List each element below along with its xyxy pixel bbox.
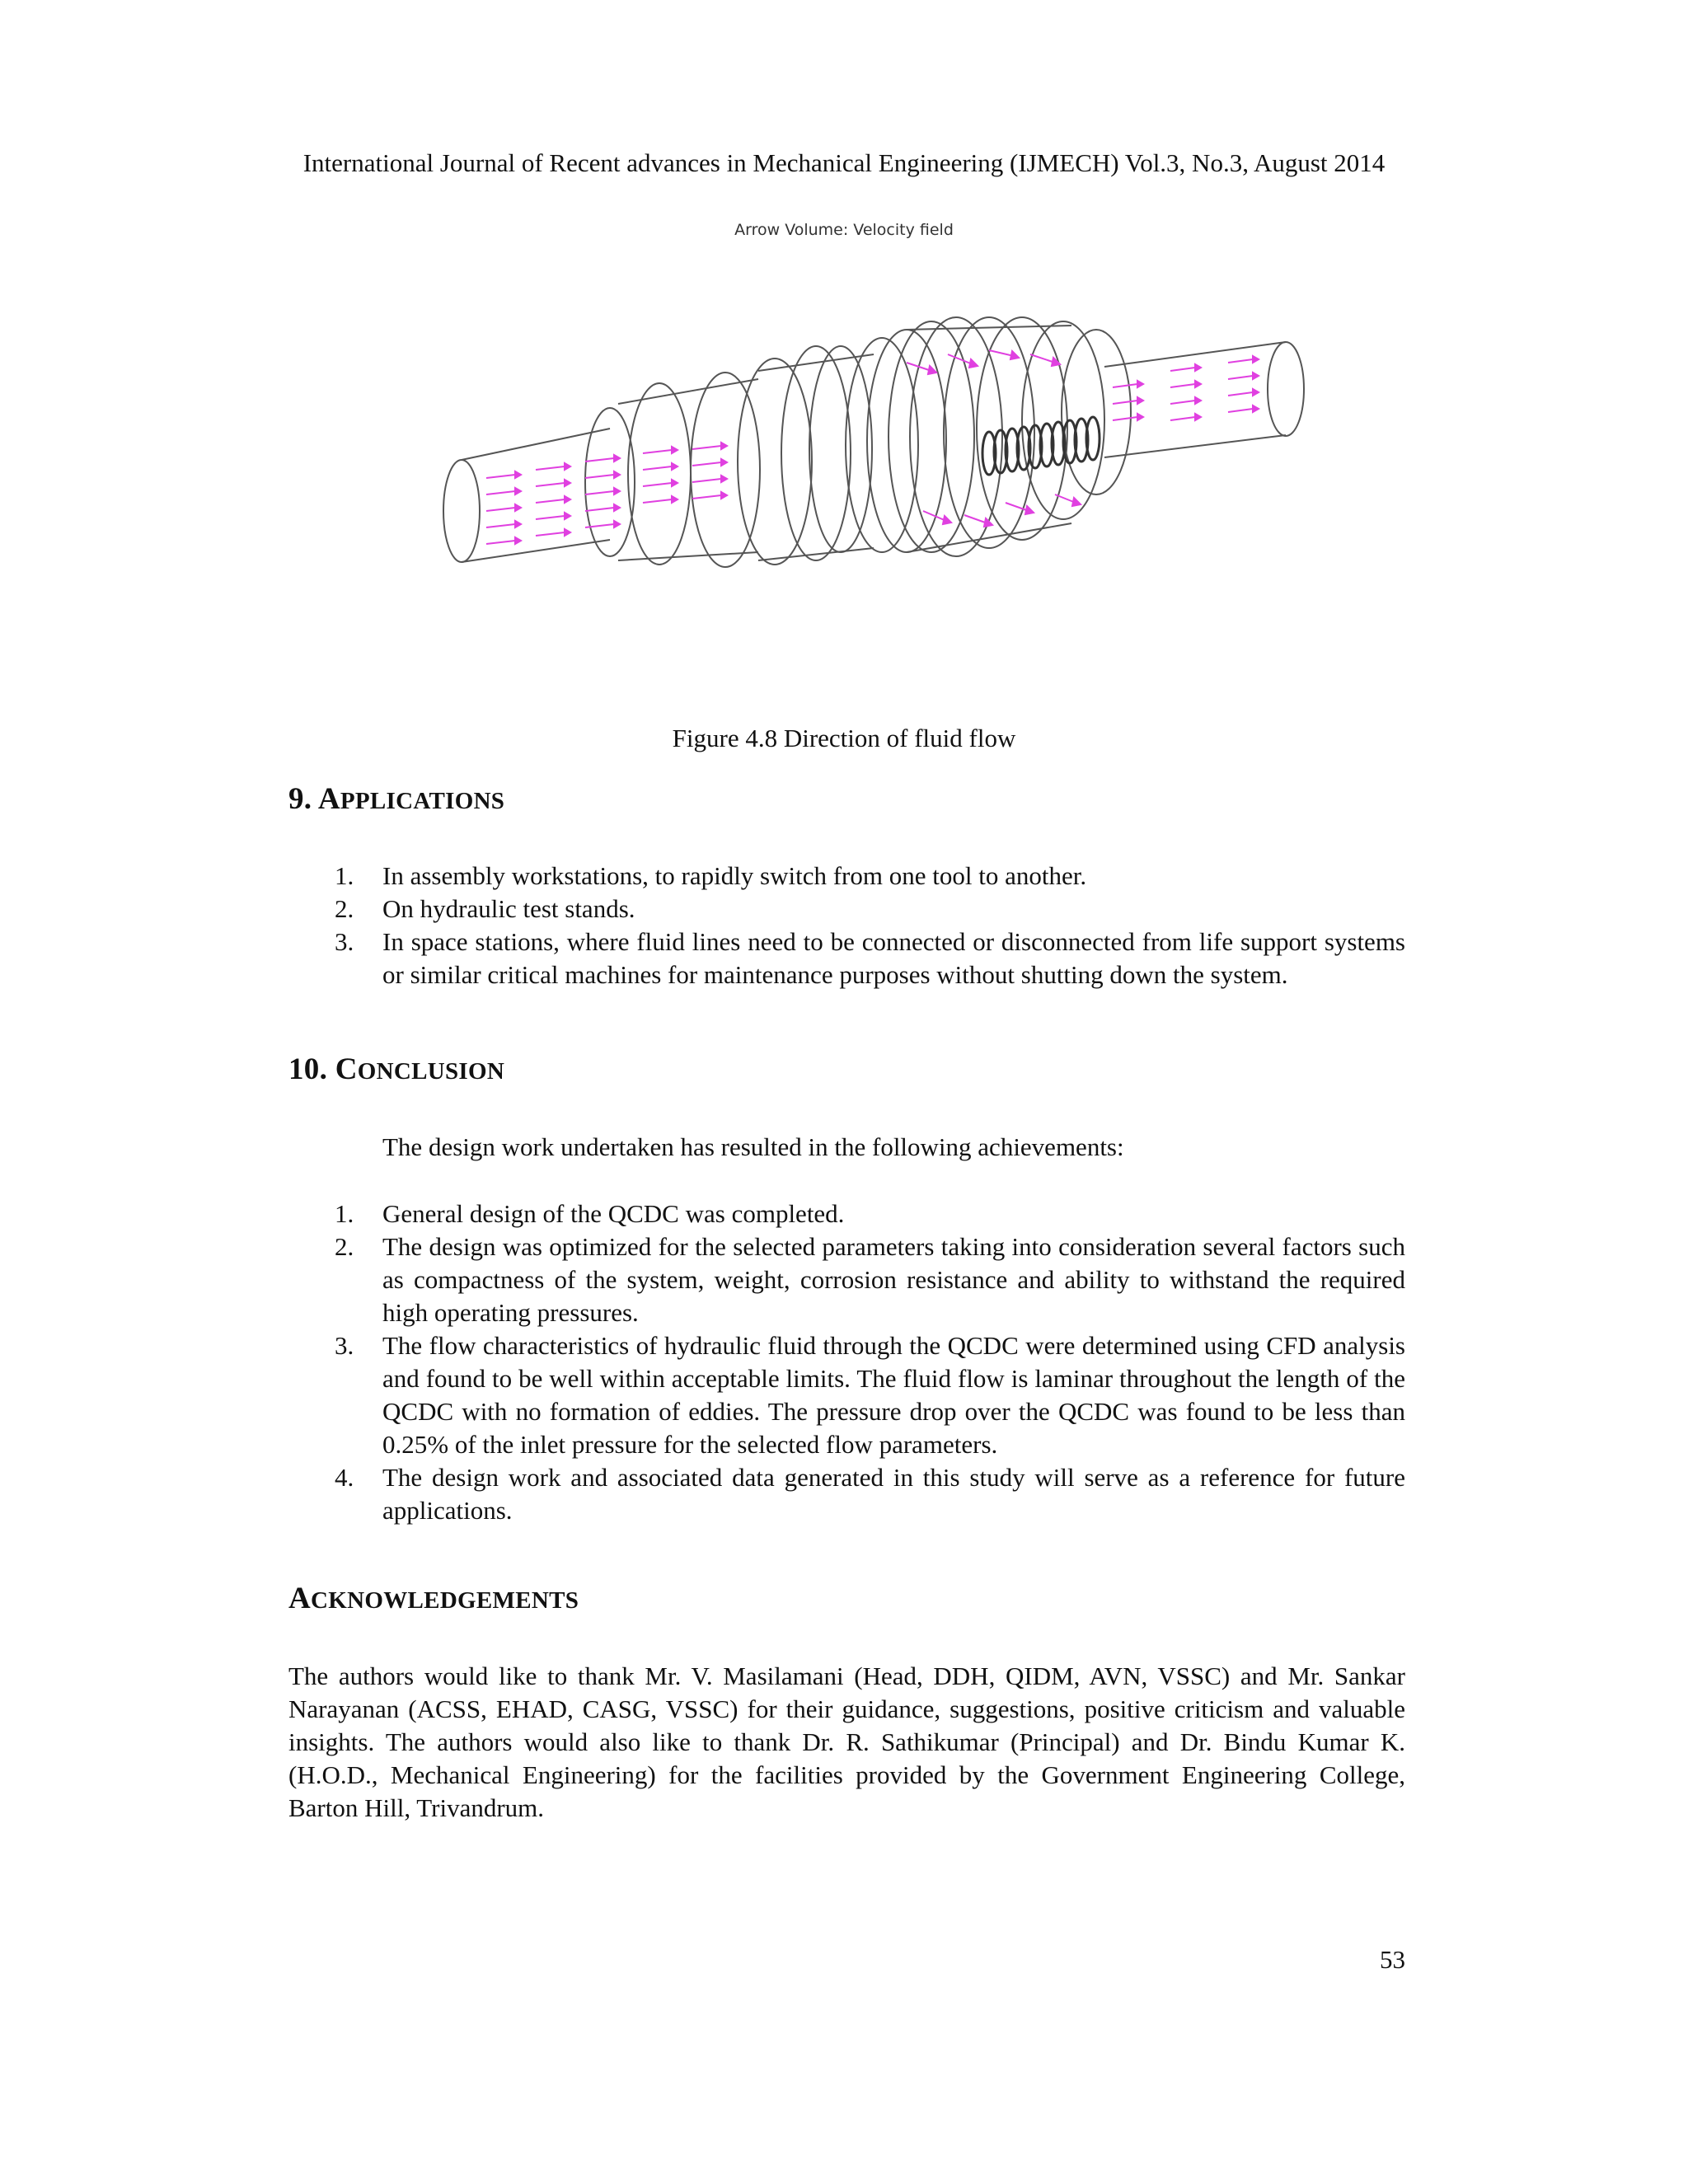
spring-coil: [982, 417, 1100, 475]
list-item-number: 4.: [335, 1463, 354, 1492]
applications-heading-initial: A: [317, 782, 340, 816]
arrow-group-outlet: [1113, 356, 1259, 420]
list-item: [288, 893, 1405, 926]
list-item-text: General design of the QCDC was completed.: [382, 1199, 845, 1228]
conclusion-heading-initial: C: [335, 1052, 358, 1086]
conclusion-list: [288, 1197, 1405, 1527]
list-item: [288, 1197, 1405, 1230]
conclusion-heading-rest: ONCLUSION: [357, 1058, 505, 1085]
list-item-text: The design was optimized for the selected parameters taking into consideration several factors such as compactness of the system, weight, corrosion resistance and ability to withstand the required high operating pressures.: [382, 1232, 1405, 1327]
list-item: [288, 1230, 1405, 1329]
list-item-text: The flow characteristics of hydraulic fluid through the QCDC were determined using CFD analysis and found to be well within acceptable limits. The fluid flow is laminar throughout the length of the QCDC with no formation of eddies. The pressure drop over the QCDC was found to be less than 0.25% of the inlet pressure for the selected flow parameters.: [382, 1331, 1405, 1459]
list-item: [288, 1461, 1405, 1527]
applications-heading-number: 9.: [288, 782, 318, 816]
list-item-text: On hydraulic test stands.: [382, 894, 635, 923]
figure-caption: Figure 4.8 Direction of fluid flow: [672, 724, 1016, 752]
list-item-number: 3.: [335, 927, 354, 956]
list-item-text: In assembly workstations, to rapidly switch from one tool to another.: [382, 861, 1087, 890]
list-item-text: In space stations, where fluid lines need to be connected or disconnected from life support systems or similar critical machines for maintenance purposes without shutting down the system.: [382, 927, 1405, 989]
acknowledgements-heading: [288, 1581, 579, 1616]
applications-heading-rest: PPLICATIONS: [340, 788, 505, 814]
list-item: [288, 926, 1405, 991]
acknowledgements-heading-rest: CKNOWLEDGEMENTS: [311, 1587, 579, 1614]
arrow-group-middle: [585, 443, 727, 527]
velocity-field-drawing: [412, 305, 1319, 602]
applications-heading: [288, 781, 504, 817]
velocity-field-figure: [412, 305, 1319, 602]
list-item-number: 1.: [335, 1199, 354, 1228]
conclusion-intro: The design work undertaken has resulted in the following achievements:: [382, 1132, 1124, 1161]
list-item-text: The design work and associated data generated in this study will serve as a reference for future applications.: [382, 1463, 1405, 1525]
list-item: [288, 1329, 1405, 1461]
acknowledgements-heading-initial: A: [288, 1582, 312, 1615]
list-item-number: 2.: [335, 894, 354, 923]
page-number: 53: [1380, 1945, 1405, 1974]
conclusion-heading-number: 10.: [288, 1052, 335, 1086]
list-item-number: 1.: [335, 861, 354, 890]
list-item-number: 2.: [335, 1232, 354, 1261]
list-item: [288, 860, 1405, 893]
applications-list: [288, 860, 1405, 991]
acknowledgements-text: The authors would like to thank Mr. V. Masilamani (Head, DDH, QIDM, AVN, VSSC) and Mr. Sankar Narayanan (ACSS, EHAD, CASG, VSSC) for their guidance, suggestions, positive criticism and valuable insights. The authors would also like to thank Dr. R. Sathikumar (Principal) and Dr. Bindu Kumar K. (H.O.D., Mechanical Engineering) for the facilities provided by the Government Engineering College, Barton Hill, Trivandrum.: [288, 1661, 1405, 1822]
conclusion-heading: [288, 1052, 504, 1087]
list-item-number: 3.: [335, 1331, 354, 1360]
figure-image-label: Arrow Volume: Velocity field: [734, 221, 954, 239]
running-head: International Journal of Recent advances in Mechanical Engineering (IJMECH) Vol.3, No.3, August 2014: [302, 148, 1386, 177]
arrow-group-inlet: [486, 463, 570, 544]
pipe-wireframe: [443, 317, 1304, 567]
